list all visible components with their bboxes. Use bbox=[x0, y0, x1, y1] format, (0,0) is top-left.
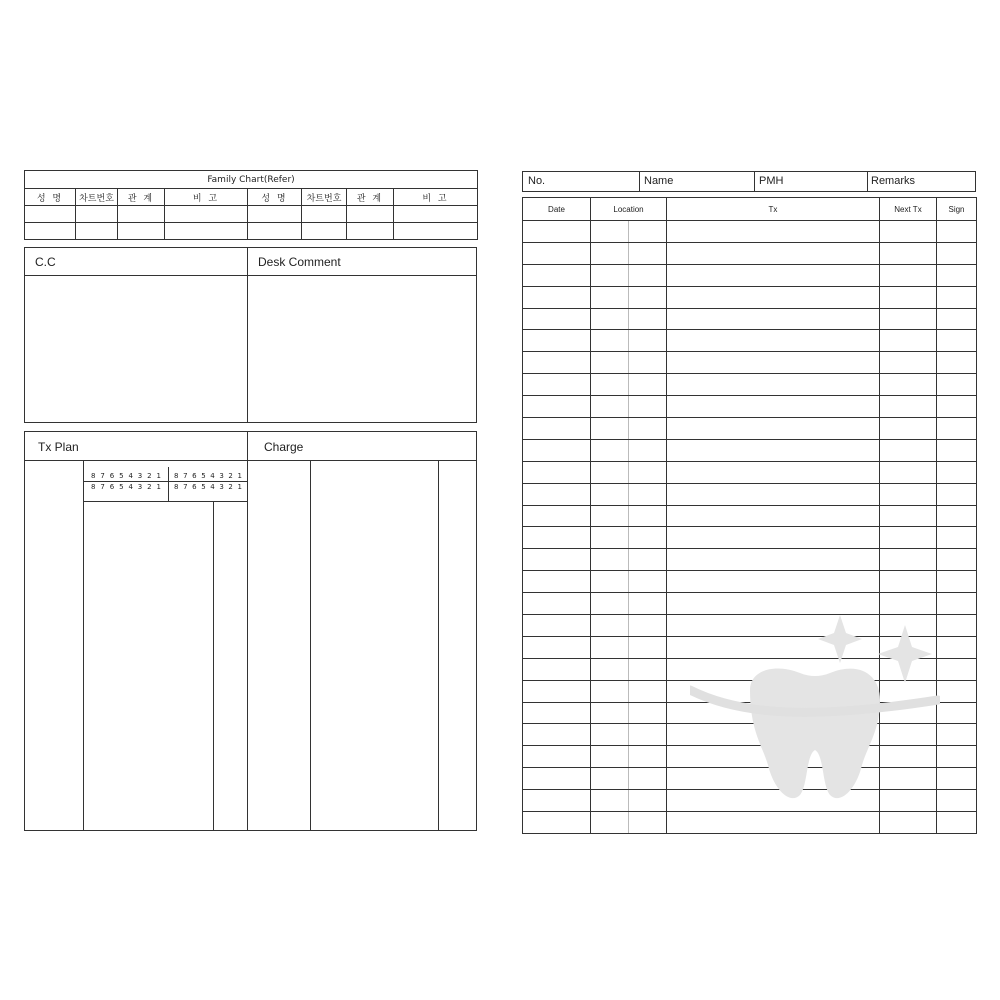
next-tx-cell[interactable] bbox=[880, 812, 937, 834]
sign-cell[interactable] bbox=[937, 374, 977, 396]
record-row bbox=[523, 330, 977, 352]
location-cell[interactable] bbox=[591, 549, 667, 571]
location-cell[interactable] bbox=[591, 242, 667, 264]
tx-cell[interactable] bbox=[667, 768, 880, 790]
sign-cell[interactable] bbox=[937, 571, 977, 593]
divider bbox=[867, 172, 868, 191]
sign-cell[interactable] bbox=[937, 593, 977, 615]
sign-cell[interactable] bbox=[937, 746, 977, 768]
location-cell[interactable] bbox=[591, 636, 667, 658]
col-chart-number: 차트번호 bbox=[76, 189, 118, 206]
col-next-tx: Next Tx bbox=[880, 198, 937, 221]
tooth-chart-divider bbox=[168, 467, 169, 501]
sign-cell[interactable] bbox=[937, 812, 977, 834]
record-row bbox=[523, 702, 977, 724]
sign-cell[interactable] bbox=[937, 439, 977, 461]
date-cell[interactable] bbox=[523, 615, 591, 637]
family-row bbox=[25, 206, 478, 223]
date-cell[interactable] bbox=[523, 505, 591, 527]
location-cell[interactable] bbox=[591, 571, 667, 593]
tx-cell[interactable] bbox=[667, 242, 880, 264]
date-cell[interactable] bbox=[523, 593, 591, 615]
tx-cell[interactable] bbox=[667, 505, 880, 527]
cell[interactable] bbox=[347, 206, 394, 223]
next-tx-cell[interactable] bbox=[880, 330, 937, 352]
tx-cell[interactable] bbox=[667, 221, 880, 243]
cell[interactable] bbox=[165, 206, 248, 223]
record-row bbox=[523, 812, 977, 834]
date-cell[interactable] bbox=[523, 461, 591, 483]
record-row bbox=[523, 790, 977, 812]
date-cell[interactable] bbox=[523, 242, 591, 264]
divider bbox=[310, 460, 311, 830]
cell[interactable] bbox=[76, 206, 118, 223]
sign-cell[interactable] bbox=[937, 724, 977, 746]
tx-cell[interactable] bbox=[667, 264, 880, 286]
date-cell[interactable] bbox=[523, 549, 591, 571]
sign-cell[interactable] bbox=[937, 483, 977, 505]
next-tx-cell[interactable] bbox=[880, 636, 937, 658]
record-row bbox=[523, 571, 977, 593]
record-row bbox=[523, 724, 977, 746]
next-tx-cell[interactable] bbox=[880, 374, 937, 396]
record-row bbox=[523, 308, 977, 330]
sign-cell[interactable] bbox=[937, 221, 977, 243]
family-chart-title: Family Chart(Refer) bbox=[25, 171, 478, 189]
date-cell[interactable] bbox=[523, 702, 591, 724]
tx-cell[interactable] bbox=[667, 702, 880, 724]
col-note: 비 고 bbox=[165, 189, 248, 206]
next-tx-cell[interactable] bbox=[880, 658, 937, 680]
cell[interactable] bbox=[25, 206, 76, 223]
tx-cell[interactable] bbox=[667, 330, 880, 352]
record-row bbox=[523, 352, 977, 374]
record-row bbox=[523, 658, 977, 680]
family-row bbox=[25, 223, 478, 240]
record-row bbox=[523, 505, 977, 527]
next-tx-cell[interactable] bbox=[880, 483, 937, 505]
record-row bbox=[523, 549, 977, 571]
next-tx-cell[interactable] bbox=[880, 746, 937, 768]
next-tx-cell[interactable] bbox=[880, 680, 937, 702]
tx-cell[interactable] bbox=[667, 658, 880, 680]
record-row bbox=[523, 636, 977, 658]
cell[interactable] bbox=[248, 206, 302, 223]
sign-cell[interactable] bbox=[937, 549, 977, 571]
tx-plan-label: Tx Plan bbox=[38, 440, 79, 454]
location-cell[interactable] bbox=[591, 615, 667, 637]
col-sign: Sign bbox=[937, 198, 977, 221]
record-row bbox=[523, 615, 977, 637]
location-cell[interactable] bbox=[591, 221, 667, 243]
sign-cell[interactable] bbox=[937, 308, 977, 330]
tx-cell[interactable] bbox=[667, 527, 880, 549]
date-cell[interactable] bbox=[523, 812, 591, 834]
location-cell[interactable] bbox=[591, 812, 667, 834]
next-tx-cell[interactable] bbox=[880, 724, 937, 746]
desk-comment-area[interactable] bbox=[248, 276, 476, 423]
date-cell[interactable] bbox=[523, 636, 591, 658]
next-tx-cell[interactable] bbox=[880, 221, 937, 243]
tx-cell[interactable] bbox=[667, 615, 880, 637]
col-name-2: 성 명 bbox=[248, 189, 302, 206]
sign-cell[interactable] bbox=[937, 615, 977, 637]
cell[interactable] bbox=[25, 223, 76, 240]
tx-cell[interactable] bbox=[667, 461, 880, 483]
next-tx-cell[interactable] bbox=[880, 308, 937, 330]
divider bbox=[83, 460, 84, 830]
col-tx: Tx bbox=[667, 198, 880, 221]
location-cell[interactable] bbox=[591, 264, 667, 286]
next-tx-cell[interactable] bbox=[880, 615, 937, 637]
sign-cell[interactable] bbox=[937, 527, 977, 549]
date-cell[interactable] bbox=[523, 352, 591, 374]
sign-cell[interactable] bbox=[937, 242, 977, 264]
treatment-record-table bbox=[522, 197, 977, 834]
tx-cell[interactable] bbox=[667, 439, 880, 461]
date-cell[interactable] bbox=[523, 658, 591, 680]
record-row bbox=[523, 221, 977, 243]
patient-header bbox=[522, 171, 976, 192]
date-cell[interactable] bbox=[523, 724, 591, 746]
cell[interactable] bbox=[347, 223, 394, 240]
divider bbox=[438, 460, 439, 830]
tx-cell[interactable] bbox=[667, 680, 880, 702]
next-tx-cell[interactable] bbox=[880, 264, 937, 286]
date-cell[interactable] bbox=[523, 286, 591, 308]
no-label: No. bbox=[528, 175, 546, 187]
record-row bbox=[523, 483, 977, 505]
next-tx-cell[interactable] bbox=[880, 549, 937, 571]
next-tx-cell[interactable] bbox=[880, 396, 937, 418]
col-chart-number-2: 차트번호 bbox=[302, 189, 347, 206]
divider bbox=[213, 501, 214, 830]
tx-cell[interactable] bbox=[667, 396, 880, 418]
cell[interactable] bbox=[165, 223, 248, 240]
location-cell[interactable] bbox=[591, 724, 667, 746]
record-row bbox=[523, 439, 977, 461]
location-cell[interactable] bbox=[591, 439, 667, 461]
sign-cell[interactable] bbox=[937, 396, 977, 418]
location-cell[interactable] bbox=[591, 680, 667, 702]
date-cell[interactable] bbox=[523, 527, 591, 549]
next-tx-cell[interactable] bbox=[880, 418, 937, 440]
date-cell[interactable] bbox=[523, 768, 591, 790]
tooth-row-lower-right: 8 7 6 5 4 3 2 1 bbox=[91, 483, 161, 491]
date-cell[interactable] bbox=[523, 396, 591, 418]
record-row bbox=[523, 418, 977, 440]
sign-cell[interactable] bbox=[937, 461, 977, 483]
col-relation-2: 관 계 bbox=[347, 189, 394, 206]
name-label: Name bbox=[644, 175, 674, 187]
next-tx-cell[interactable] bbox=[880, 571, 937, 593]
divider bbox=[754, 172, 755, 191]
location-cell[interactable] bbox=[591, 746, 667, 768]
cell[interactable] bbox=[302, 206, 347, 223]
cc-desk-section bbox=[24, 247, 477, 423]
location-cell[interactable] bbox=[591, 702, 667, 724]
date-cell[interactable] bbox=[523, 790, 591, 812]
sign-cell[interactable] bbox=[937, 418, 977, 440]
tx-cell[interactable] bbox=[667, 549, 880, 571]
sign-cell[interactable] bbox=[937, 680, 977, 702]
divider bbox=[25, 460, 476, 461]
cell[interactable] bbox=[394, 206, 478, 223]
date-cell[interactable] bbox=[523, 571, 591, 593]
date-cell[interactable] bbox=[523, 221, 591, 243]
cc-area[interactable] bbox=[25, 276, 247, 423]
date-cell[interactable] bbox=[523, 308, 591, 330]
next-tx-cell[interactable] bbox=[880, 286, 937, 308]
tx-cell[interactable] bbox=[667, 724, 880, 746]
date-cell[interactable] bbox=[523, 483, 591, 505]
date-cell[interactable] bbox=[523, 330, 591, 352]
location-cell[interactable] bbox=[591, 286, 667, 308]
record-row bbox=[523, 286, 977, 308]
charge-label: Charge bbox=[264, 440, 304, 454]
next-tx-cell[interactable] bbox=[880, 352, 937, 374]
col-note-2: 비 고 bbox=[394, 189, 478, 206]
cell[interactable] bbox=[248, 223, 302, 240]
next-tx-cell[interactable] bbox=[880, 527, 937, 549]
tx-cell[interactable] bbox=[667, 352, 880, 374]
tooth-row-upper-right: 8 7 6 5 4 3 2 1 bbox=[91, 472, 161, 480]
next-tx-cell[interactable] bbox=[880, 702, 937, 724]
next-tx-cell[interactable] bbox=[880, 242, 937, 264]
tx-cell[interactable] bbox=[667, 483, 880, 505]
tx-cell[interactable] bbox=[667, 636, 880, 658]
sign-cell[interactable] bbox=[937, 264, 977, 286]
next-tx-cell[interactable] bbox=[880, 768, 937, 790]
cell[interactable] bbox=[302, 223, 347, 240]
record-row bbox=[523, 527, 977, 549]
col-relation: 관 계 bbox=[118, 189, 165, 206]
next-tx-cell[interactable] bbox=[880, 505, 937, 527]
tx-cell[interactable] bbox=[667, 418, 880, 440]
location-cell[interactable] bbox=[591, 374, 667, 396]
tx-cell[interactable] bbox=[667, 374, 880, 396]
pmh-label: PMH bbox=[759, 175, 784, 187]
location-cell[interactable] bbox=[591, 418, 667, 440]
cell[interactable] bbox=[76, 223, 118, 240]
record-row bbox=[523, 264, 977, 286]
tx-cell[interactable] bbox=[667, 812, 880, 834]
sign-cell[interactable] bbox=[937, 286, 977, 308]
location-cell[interactable] bbox=[591, 658, 667, 680]
sign-cell[interactable] bbox=[937, 702, 977, 724]
col-location: Location bbox=[591, 198, 667, 221]
tx-cell[interactable] bbox=[667, 790, 880, 812]
divider bbox=[639, 172, 640, 191]
record-row bbox=[523, 768, 977, 790]
desk-comment-label: Desk Comment bbox=[258, 255, 341, 269]
location-cell[interactable] bbox=[591, 768, 667, 790]
record-row bbox=[523, 461, 977, 483]
location-cell[interactable] bbox=[591, 593, 667, 615]
date-cell[interactable] bbox=[523, 264, 591, 286]
record-row bbox=[523, 242, 977, 264]
location-cell[interactable] bbox=[591, 461, 667, 483]
cell[interactable] bbox=[118, 206, 165, 223]
tooth-row-upper-left: 8 7 6 5 4 3 2 1 bbox=[174, 472, 242, 480]
location-cell[interactable] bbox=[591, 790, 667, 812]
sign-cell[interactable] bbox=[937, 636, 977, 658]
record-row bbox=[523, 680, 977, 702]
tx-cell[interactable] bbox=[667, 571, 880, 593]
cell[interactable] bbox=[394, 223, 478, 240]
record-row bbox=[523, 593, 977, 615]
divider bbox=[247, 432, 248, 830]
col-date: Date bbox=[523, 198, 591, 221]
remarks-label: Remarks bbox=[871, 175, 916, 187]
next-tx-cell[interactable] bbox=[880, 461, 937, 483]
date-cell[interactable] bbox=[523, 418, 591, 440]
location-cell[interactable] bbox=[591, 308, 667, 330]
col-name: 성 명 bbox=[25, 189, 76, 206]
cc-label: C.C bbox=[35, 255, 56, 269]
location-cell[interactable] bbox=[591, 483, 667, 505]
location-cell[interactable] bbox=[591, 352, 667, 374]
next-tx-cell[interactable] bbox=[880, 790, 937, 812]
date-cell[interactable] bbox=[523, 746, 591, 768]
sign-cell[interactable] bbox=[937, 505, 977, 527]
tx-cell[interactable] bbox=[667, 308, 880, 330]
date-cell[interactable] bbox=[523, 374, 591, 396]
location-cell[interactable] bbox=[591, 505, 667, 527]
record-row bbox=[523, 374, 977, 396]
next-tx-cell[interactable] bbox=[880, 439, 937, 461]
family-chart-table bbox=[24, 170, 478, 240]
date-cell[interactable] bbox=[523, 439, 591, 461]
record-row bbox=[523, 396, 977, 418]
sign-cell[interactable] bbox=[937, 658, 977, 680]
location-cell[interactable] bbox=[591, 396, 667, 418]
sign-cell[interactable] bbox=[937, 352, 977, 374]
date-cell[interactable] bbox=[523, 680, 591, 702]
divider bbox=[83, 501, 247, 502]
tx-cell[interactable] bbox=[667, 286, 880, 308]
tooth-row-lower-left: 8 7 6 5 4 3 2 1 bbox=[174, 483, 242, 491]
next-tx-cell[interactable] bbox=[880, 593, 937, 615]
sign-cell[interactable] bbox=[937, 768, 977, 790]
sign-cell[interactable] bbox=[937, 330, 977, 352]
tx-cell[interactable] bbox=[667, 746, 880, 768]
tx-charge-section bbox=[24, 431, 477, 831]
location-cell[interactable] bbox=[591, 527, 667, 549]
tx-cell[interactable] bbox=[667, 593, 880, 615]
tooth-chart-divider bbox=[83, 481, 247, 482]
location-cell[interactable] bbox=[591, 330, 667, 352]
cell[interactable] bbox=[118, 223, 165, 240]
record-row bbox=[523, 746, 977, 768]
sign-cell[interactable] bbox=[937, 790, 977, 812]
